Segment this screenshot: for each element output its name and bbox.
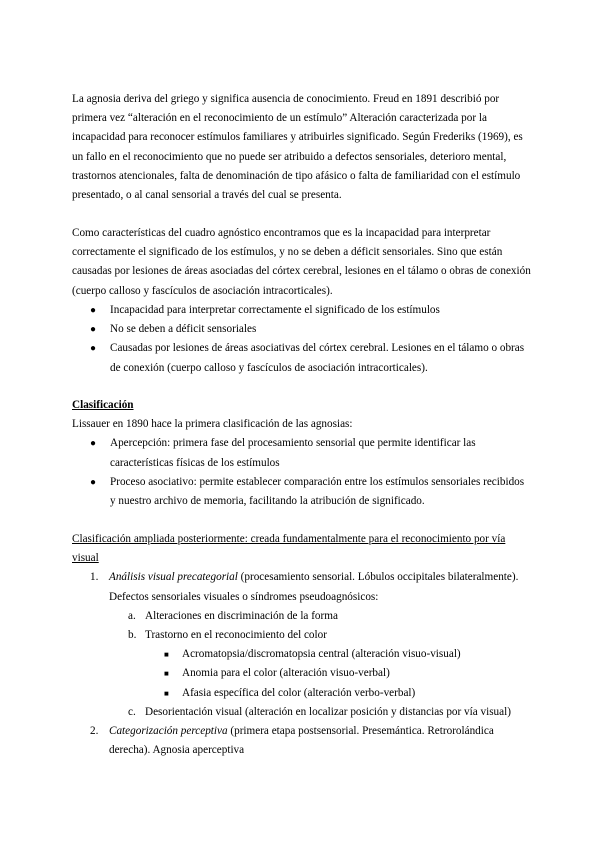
extended-classification-section	[72, 530, 532, 760]
square-bullet-icon: ■	[164, 669, 169, 679]
item-text: (primera etapa postsensorial. Presemántica. Retrorolándica derecha). Agnosia aperceptiva	[109, 725, 494, 757]
item-number: 2.	[90, 725, 99, 738]
characteristics-list	[72, 301, 532, 378]
classification-lead: Lissauer en 1890 hace la primera clasificación de las agnosias:	[72, 418, 353, 431]
numbered-item-1	[72, 568, 532, 587]
bullet-icon: ●	[90, 476, 97, 488]
bullet-icon: ●	[90, 305, 97, 316]
section-heading: Clasificación	[72, 399, 134, 411]
sub-item-letter: b.	[128, 629, 137, 642]
sub-item-text: Desorientación visual (alteración en localizar posición y distancias por vía visual)	[145, 705, 511, 718]
sub-item-letter: c.	[128, 705, 136, 718]
list-item	[72, 434, 532, 472]
list-item	[72, 684, 532, 703]
sub-item-b	[72, 626, 532, 645]
list-item-text: Afasia específica del color (alteración verbo-verbal)	[182, 686, 416, 699]
list-item-text: No se deben a déficit sensoriales	[110, 323, 257, 336]
sub-item-text: Trastorno en el reconocimiento del color	[145, 629, 327, 642]
bullet-icon: ●	[90, 324, 97, 336]
list-item-text: Causadas por lesiones de áreas asociativas del córtex cerebral. Lesiones en el tálamo o obras de conexión (cuerpo calloso y fascículos de asociación intracorticales).	[110, 342, 525, 374]
sub-item-text: Alteraciones en discriminación de la forma	[145, 609, 338, 622]
list-item	[72, 339, 532, 377]
item-continuation: Defectos sensoriales visuales o síndromes pseudoagnósicos:	[109, 590, 379, 603]
intro-paragraph-1	[72, 90, 532, 205]
intro-text-2: Como características del cuadro agnóstico encontramos que es la incapacidad para interpretar correctamente el significado de los estímulos, y no se deben a déficit sensoriales. Sino que están causadas por lesiones de áreas asociadas del córtex cerebral, lesiones en el tálamo o obras de conexión (cuerpo calloso y fascículos de asociación intracorticales).	[72, 227, 531, 297]
list-item	[72, 301, 532, 320]
item-title: Análisis visual precategorial	[109, 571, 238, 584]
list-item	[72, 645, 532, 664]
numbered-item-2	[72, 722, 532, 760]
item-number: 1.	[90, 571, 99, 584]
sub-item-letter: a.	[128, 609, 136, 622]
subsection-heading: Clasificación ampliada posteriormente: creada fundamentalmente para el reconocimiento por vía visual	[72, 533, 506, 565]
classification-section	[72, 396, 532, 511]
item-title: Categorización perceptiva	[109, 725, 228, 738]
square-bullet-icon: ■	[164, 688, 169, 698]
list-item	[72, 664, 532, 683]
item-text: (procesamiento sensorial. Lóbulos occipitales bilateralmente).	[237, 571, 519, 584]
list-item-text: Incapacidad para interpretar correctamente el significado de los estímulos	[110, 304, 440, 316]
bullet-icon: ●	[90, 438, 97, 450]
list-item-text: Apercepción: primera fase del procesamiento sensorial que permite identificar las características físicas de los estímulos	[110, 437, 476, 469]
intro-paragraph-2	[72, 224, 532, 301]
list-item-text: Anomia para el color (alteración visuo-verbal)	[182, 667, 390, 680]
list-item-text: Acromatopsia/discromatopsia central (alteración visuo-visual)	[182, 648, 461, 661]
list-item	[72, 473, 532, 511]
intro-text-1: La agnosia deriva del griego y significa ausencia de conocimiento. Freud en 1891 describió por primera vez “alteración en el reconocimiento de un estímulo” Alteración caracterizada por la incapacidad para reconocer estímulos familiares y atribuirles significado. Según Frederiks (1969), es un fallo en el reconocimiento que no puede ser atribuido a defectos sensoriales, deterioro mental, trastornos atencionales, falta de denominación de tipo afásico o falta de familiaridad con el estímulo presentado, o al canal sensorial a través del cual se presenta.	[72, 93, 523, 202]
sub-item-c	[72, 703, 532, 722]
sub-item-a	[72, 607, 532, 626]
bullet-icon: ●	[90, 343, 97, 355]
list-item	[72, 320, 532, 339]
list-item-text: Proceso asociativo: permite establecer comparación entre los estímulos sensoriales recibidos y nuestro archivo de memoria, facilitando la atribución de significado.	[110, 475, 525, 508]
square-bullet-icon: ■	[164, 650, 169, 660]
